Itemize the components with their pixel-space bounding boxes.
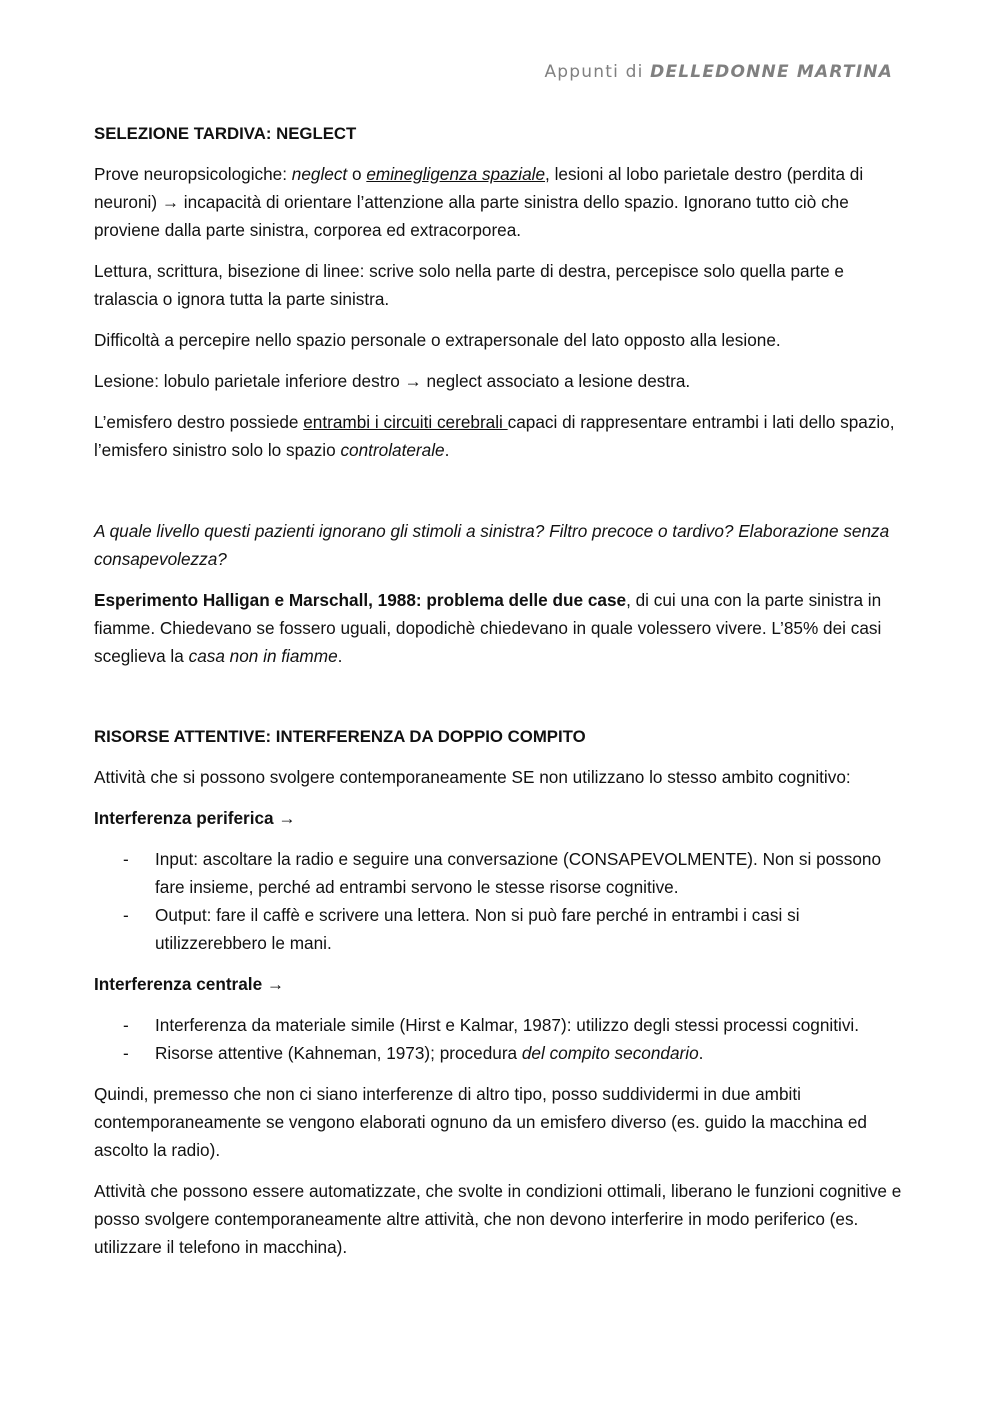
spacer xyxy=(94,477,909,517)
italic-term: del compito secondario xyxy=(521,1043,699,1063)
list-item-text: Output: fare il caffè e scrivere una lettera. Non si può fare perché in entrambi i casi si utilizzerebbero le mani. xyxy=(155,905,800,953)
paragraph-emisfero xyxy=(94,408,909,464)
underlined-term: entrambi i circuiti cerebrali xyxy=(303,412,508,432)
page-header xyxy=(544,62,893,82)
section-heading-neglect: SELEZIONE TARDIVA: NEGLECT xyxy=(94,124,357,143)
paragraph-attivita: Attività che si possono svolgere contemporaneamente SE non utilizzano lo stesso ambito cognitivo: xyxy=(94,767,851,787)
text-run: capaci di rappresentare entrambi i lati dello spazio, l’emisfero sinistro solo lo spazio xyxy=(94,412,895,460)
list-dash: - xyxy=(123,905,129,925)
header-prefix: Appunti di xyxy=(544,62,651,82)
text-run: , lesioni al lobo parietale destro (perdita di neuroni) → incapacità di orientare l’attenzione alla parte sinistra dello spazio. Ignorano tutto ciò che proviene dalla parte sinistra, corporea ed extracorporea. xyxy=(94,164,864,240)
bold-term: Esperimento Halligan e Marschall, 1988: problema delle due case xyxy=(94,590,627,610)
text-run: L’emisfero destro possiede xyxy=(94,412,304,432)
list-item-text: Input: ascoltare la radio e seguire una conversazione (CONSAPEVOLMENTE). Non si possono fare insieme, perché ad entrambi servono le stesse risorse cognitive. xyxy=(155,849,882,897)
subheading-periferica: Interferenza periferica → xyxy=(94,808,296,828)
text-run: . xyxy=(444,440,450,460)
italic-term: neglect xyxy=(291,164,348,184)
paragraph-esperimento xyxy=(94,586,909,670)
spacer xyxy=(94,683,909,723)
list-item-text: Risorse attentive (Kahneman, 1973); procedura xyxy=(155,1043,522,1063)
paragraph-automatizzate: Attività che possono essere automatizzate, che svolte in condizioni ottimali, liberano le funzioni cognitive e posso svolgere contemporaneamente altre attività, che non devono interferire in modo periferico (es. utilizzare il telefono in macchina). xyxy=(94,1181,902,1257)
list-item xyxy=(123,1011,909,1039)
list-centrale xyxy=(94,1011,909,1067)
text-run: Prove neuropsicologiche: xyxy=(94,164,292,184)
list-item xyxy=(123,901,909,957)
paragraph-lettura: Lettura, scrittura, bisezione di linee: scrive solo nella parte di destra, percepisce solo quella parte e tralascia o ignora tutta la parte sinistra. xyxy=(94,261,844,309)
italic-underlined-term: eminegligenza spaziale xyxy=(366,164,546,184)
list-periferica xyxy=(94,845,909,957)
list-dash: - xyxy=(123,1015,129,1035)
text-run: . xyxy=(337,646,343,666)
question-paragraph: A quale livello questi pazienti ignorano gli stimoli a sinistra? Filtro precoce o tardivo? Elaborazione senza consapevolezza? xyxy=(94,521,890,569)
italic-term: casa non in fiamme xyxy=(188,646,338,666)
list-item xyxy=(123,1039,909,1067)
text-run: o xyxy=(347,164,367,184)
italic-term: controlaterale xyxy=(340,440,445,460)
header-author: DELLEDONNE MARTINA xyxy=(650,62,893,82)
paragraph-difficolta: Difficoltà a percepire nello spazio personale o extrapersonale del lato opposto alla lesione. xyxy=(94,330,781,350)
list-dash: - xyxy=(123,1043,129,1063)
paragraph-lesione: Lesione: lobulo parietale inferiore destro → neglect associato a lesione destra. xyxy=(94,371,691,391)
paragraph-neuropsych xyxy=(94,160,909,244)
document-body xyxy=(94,120,909,1274)
list-item-text: Interferenza da materiale simile (Hirst e Kalmar, 1987): utilizzo degli stessi processi cognitivi. xyxy=(155,1015,860,1035)
subheading-centrale: Interferenza centrale → xyxy=(94,974,285,994)
text-run: . xyxy=(698,1043,704,1063)
text-run: , di cui una con la parte sinistra in fiamme. Chiedevano se fossero uguali, dopodichè chiedevano in quale volessero vivere. L’85% dei casi sceglieva la xyxy=(94,590,882,666)
list-dash: - xyxy=(123,849,129,869)
section-heading-risorse: RISORSE ATTENTIVE: INTERFERENZA DA DOPPIO COMPITO xyxy=(94,727,586,746)
list-item xyxy=(123,845,909,901)
paragraph-quindi: Quindi, premesso che non ci siano interferenze di altro tipo, posso suddividermi in due ambiti contemporaneamente se vengono elaborati ognuno da un emisfero diverso (es. guido la macchina ed ascolto la radio). xyxy=(94,1084,867,1160)
